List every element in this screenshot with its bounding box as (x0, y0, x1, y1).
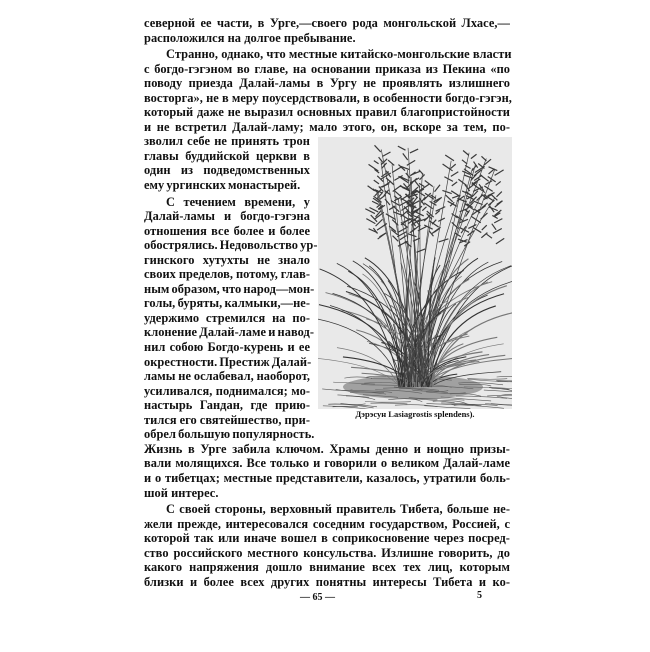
text-line: который даже не выразил основных правил благопристойности (144, 105, 510, 120)
panicle-spikelet (400, 236, 407, 240)
panicle-spikelet (401, 222, 408, 227)
text-line: обострялись. Недовольство ур- (144, 238, 318, 253)
figure-caption: Дэрэсун Lasiagrostis splendens). (355, 409, 475, 419)
panicle-spikelet (481, 233, 487, 238)
panicle-spikelet (374, 180, 379, 184)
grass-engraving (318, 137, 512, 409)
text-line: усиливался, поднимался; мо- (144, 383, 310, 398)
text-line: удержимо стремился на по- (144, 310, 310, 325)
text-line: главы буддийской церкви в (144, 148, 310, 163)
ground-hatch (365, 402, 411, 403)
panicle-spikelet (462, 160, 467, 164)
panicle-spikelet (393, 212, 403, 216)
panicle-spikelet (451, 172, 458, 177)
panicle-spikelet (380, 184, 389, 188)
panicle-spikelet (403, 153, 408, 160)
panicle-spikelet (487, 234, 492, 238)
panicle-spikelet (410, 149, 418, 153)
text-line: ство российского местного консульства. Излишне говорить, до (144, 545, 510, 560)
illustration-lasiagrostis-splendens (318, 137, 512, 409)
panicle-spikelet (445, 155, 454, 161)
panicle-spikelet (375, 145, 381, 152)
panicle-spikelet (496, 192, 501, 197)
text-line: северной ее части, в Урге,—своего рода монгольской Лхасе,— (144, 16, 510, 30)
text-line: шой интерес. (144, 485, 219, 500)
text-line: ему ургинских монастырей. (144, 178, 301, 193)
panicle-spikelet (495, 170, 504, 175)
panicle-spikelet (496, 238, 504, 243)
panicle-spikelet (369, 164, 379, 171)
text-line: обрел большую популярность. (144, 427, 315, 442)
ground-hatch (467, 379, 507, 380)
text-line: один из подведомственных (144, 163, 310, 178)
panicle-spikelet (451, 164, 456, 168)
panicle-spikelet (434, 229, 439, 233)
panicle-spikelet (488, 200, 494, 205)
text-line: тился его святейшество, при- (144, 412, 310, 427)
panicle-spikelet (480, 175, 488, 181)
panicle-spikelet (388, 160, 394, 165)
text-line: ным образом, что народ—мон- (144, 281, 315, 296)
text-line: настырь Гандан, где прию- (144, 398, 310, 413)
panicle-spikelet (446, 195, 453, 202)
panicle-spikelet (398, 146, 406, 150)
text-line: голы, буряты, калмыки,—не- (144, 296, 310, 311)
ground-hatch (456, 396, 507, 398)
panicle-spikelet (481, 156, 486, 161)
panicle-spikelet (452, 182, 457, 186)
panicle-spikelet (415, 181, 420, 188)
panicle-spikelet (435, 185, 441, 192)
text-line: вали молящихся. Все только и говорили о великом Далай-ламе (144, 456, 510, 471)
panicle-spikelet (378, 233, 386, 239)
text-line: и не встретил Далай-ламу; мало этого, он, вскоре за тем, по- (144, 119, 510, 134)
panicle-spikelet (444, 177, 453, 182)
text-line: Странно, однако, что местные китайско-монгольские власти (166, 47, 512, 62)
panicle-spikelet (419, 170, 423, 175)
panicle-spikelet (392, 167, 402, 173)
panicle-spikelet (439, 239, 449, 242)
text-line: Жизнь в Урге забила ключом. Храмы денно и нощно призы- (144, 441, 510, 456)
text-line: окрестности. Престиж Далай- (144, 354, 312, 369)
signature-mark: 5 (477, 590, 482, 601)
text-line: расположился на долгое пребывание. (144, 30, 356, 45)
ground-hatch (498, 381, 512, 384)
panicle-spikelet (380, 195, 386, 199)
panicle-spikelet (485, 181, 492, 185)
panicle-spikelet (468, 225, 476, 229)
panicle-spikelet (494, 219, 502, 223)
text-line: отношения все более и более (144, 223, 310, 238)
panicle-spikelet (482, 225, 487, 230)
panicle-spikelet (436, 207, 446, 212)
text-line: какого напряжения дошло внимание всех тех лиц, которым (144, 560, 510, 575)
text-line: С течением времени, у (166, 194, 310, 209)
panicle-spikelet (495, 201, 503, 207)
text-line: клонение Далай-ламе и навод- (144, 325, 315, 340)
panicle-spikelet (374, 161, 379, 164)
text-line: восторга», не в меру поусердствовали, в особенности богдо-гэгэн, (144, 90, 512, 105)
panicle-spikelet (382, 152, 390, 156)
text-line: С своей стороны, верховный правитель Тибета, больше не- (166, 502, 510, 517)
text-line: с богдо-гэгэном во главе, на основании приказа из Пекина «по (144, 61, 510, 76)
page-number: — 65 — (300, 592, 335, 603)
panicle-spikelet (496, 181, 501, 185)
panicle-spikelet (458, 179, 466, 185)
panicle-spikelet (478, 206, 486, 212)
text-line: зволил себе не принять трон (144, 134, 310, 149)
ground-hatch (370, 403, 407, 404)
text-line: поводу приезда Далай-ламы в Ургу не проявлять излишнего (144, 76, 510, 91)
text-line: своих пределов, потому, глав- (144, 267, 310, 282)
text-line: жели прежде, интересовался соседним государством, Россией, с (144, 516, 510, 531)
text-line: и о тибетцах; местные представители, казалось, утратили боль- (144, 470, 510, 485)
ground-hatch (487, 395, 512, 396)
text-line: ламы не ослабевал, наоборот, (144, 369, 310, 384)
text-line: близки и более всех других понятны интересы Тибета и ко- (144, 574, 510, 589)
panicle-spikelet (376, 219, 383, 226)
panicle-spikelet (385, 199, 390, 205)
ground-hatch (484, 390, 512, 392)
panicle-spikelet (463, 150, 469, 155)
panicle-spikelet (482, 203, 488, 208)
panicle-spikelet (492, 224, 496, 230)
panicle-spikelet (379, 157, 383, 162)
panicle-spikelet (471, 154, 477, 158)
panicle-spikelet (477, 195, 483, 200)
text-line: нил собою Богдо-курень и ее (144, 340, 310, 355)
panicle-spikelet (442, 190, 451, 193)
text-line: Далай-ламы и богдо-гэгэна (144, 209, 310, 224)
panicle-spikelet (407, 160, 415, 165)
panicle-spikelet (493, 229, 502, 234)
panicle-spikelet (481, 213, 488, 219)
panicle-spikelet (422, 207, 426, 211)
text-line: гинского хутухты не знало (144, 252, 310, 267)
text-line: которой так или иначе вошел в соприкосновение через посред- (144, 531, 510, 546)
